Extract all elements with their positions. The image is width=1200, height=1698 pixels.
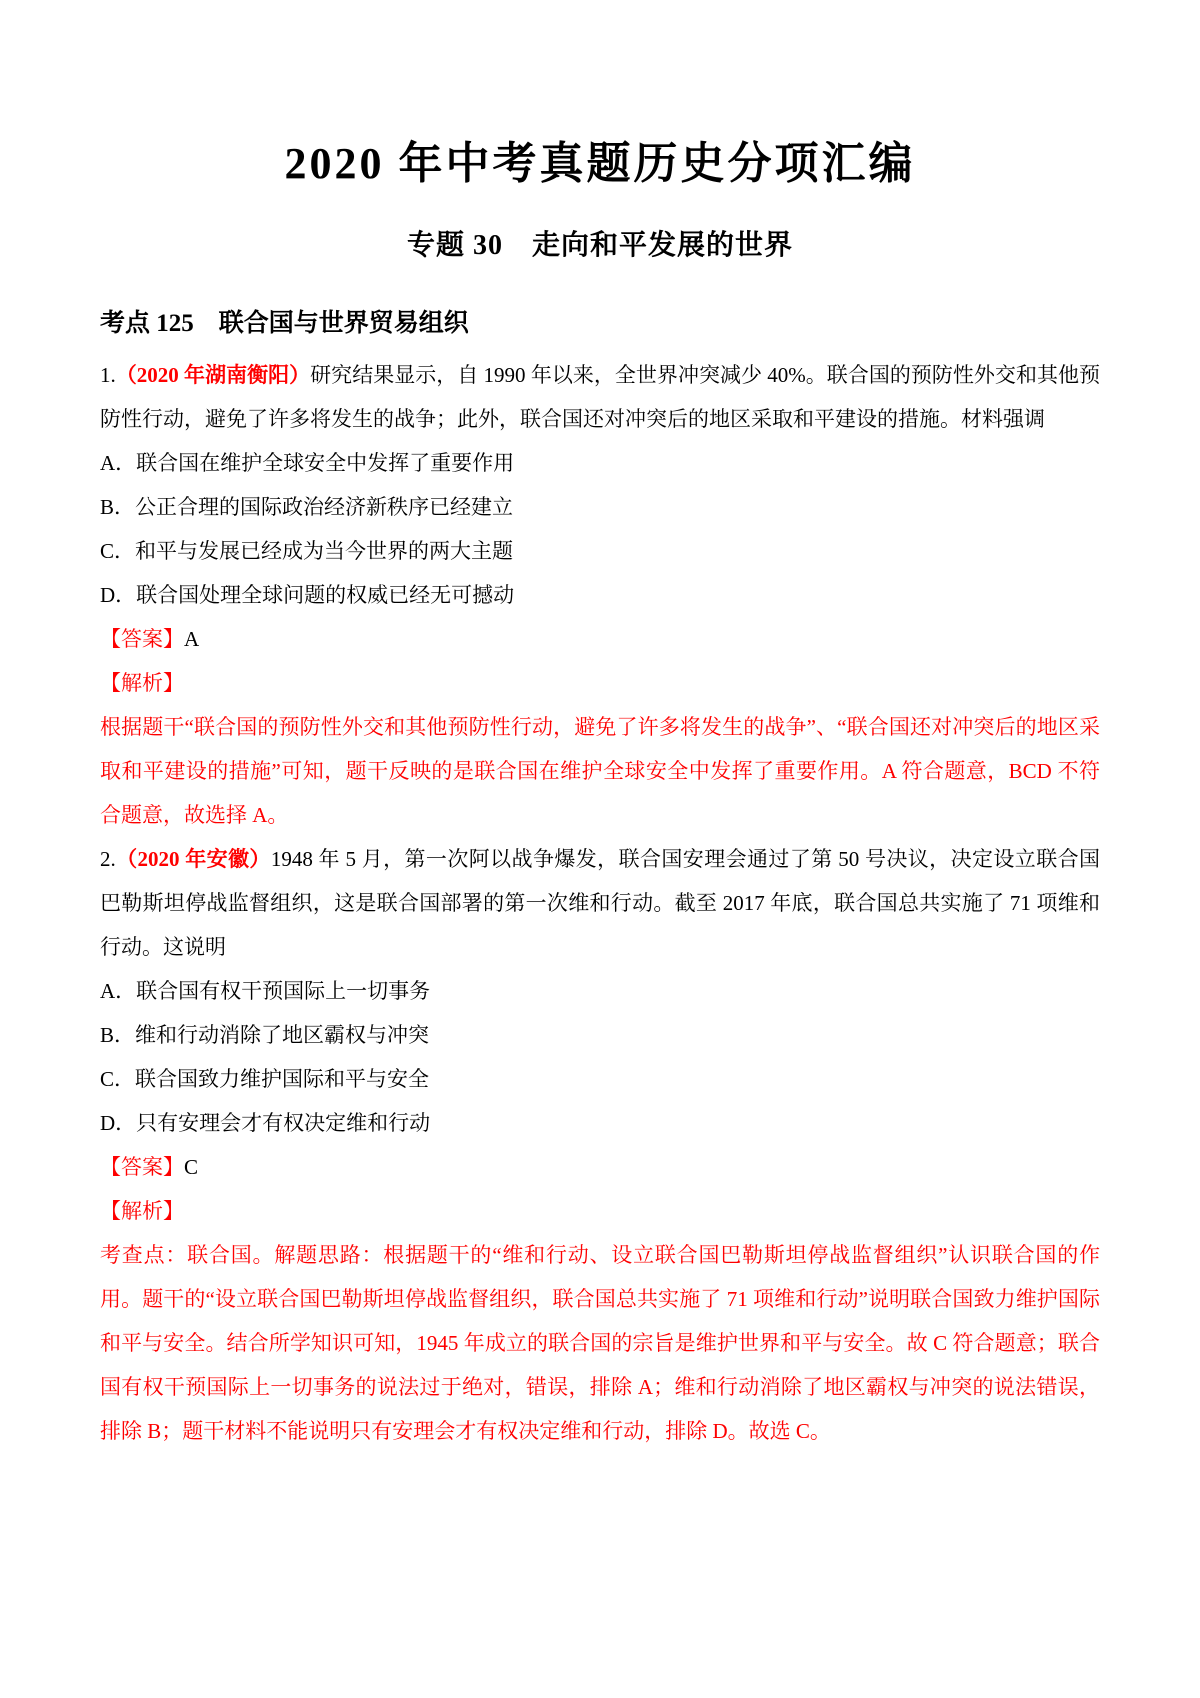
question-2-option-d: D．只有安理会才有权决定维和行动 (100, 1110, 431, 1135)
question-1 (100, 353, 1100, 837)
question-2-text: 1948 年 5 月，第一次阿以战争爆发，联合国安理会通过了第 50 号决议，决定设立联合国巴勒斯坦停战监督组织，这是联合国部署的第一次维和行动。截至 2017 年底，联合国总共实施了 71 项维和行动。这说明 (100, 846, 1101, 959)
document-title: 2020 年中考真题历史分项汇编 (284, 139, 916, 188)
document-body (100, 353, 1100, 1453)
section-heading: 考点 125 联合国与世界贸易组织 (100, 309, 469, 337)
question-1-answer-line (100, 617, 1100, 661)
question-2-answer-line (100, 1145, 1100, 1189)
question-2-option-a: A．联合国有权干预国际上一切事务 (100, 978, 431, 1003)
question-1-option-d: D．联合国处理全球问题的权威已经无可撼动 (100, 582, 515, 607)
question-1-option-a: A．联合国在维护全球安全中发挥了重要作用 (100, 450, 515, 475)
question-1-option-b: B．公正合理的国际政治经济新秩序已经建立 (100, 494, 514, 519)
question-1-analysis-label: 【解析】 (100, 670, 184, 695)
question-2-answer-label: 【答案】 (100, 1154, 184, 1179)
question-2-number: 2. (100, 846, 116, 871)
document-subtitle: 专题 30 走向和平发展的世界 (406, 229, 793, 261)
question-2 (100, 837, 1100, 1453)
question-1-option-c: C．和平与发展已经成为当今世界的两大主题 (100, 538, 514, 563)
question-2-source: （2020 年安徽） (115, 846, 271, 871)
question-1-text: 研究结果显示，自 1990 年以来，全世界冲突减少 40%。联合国的预防性外交和其他预防性行动，避免了许多将发生的战争；此外，联合国还对冲突后的地区采取和平建设的措施。材料强调 (100, 362, 1100, 431)
question-2-analysis-label: 【解析】 (100, 1198, 184, 1223)
question-1-stem (100, 353, 1100, 441)
question-1-answer-label: 【答案】 (100, 626, 184, 651)
question-2-analysis-text: 考查点：联合国。解题思路：根据题干的“维和行动、设立联合国巴勒斯坦停战监督组织”认识联合国的作用。题干的“设立联合国巴勒斯坦停战监督组织，联合国总共实施了 71 项维和行动”说明联合国致力维护国际和平与安全。结合所学知识可知，1945 年成立的联合国的宗旨是维护世界和平与安全。故 C 符合题意；联合国有权干预国际上一切事务的说法过于绝对，错误，排除 A；维和行动消除了地区霸权与冲突的说法错误，排除 B；题干材料不能说明只有安理会才有权决定维和行动，排除 D。故选 C。 (100, 1242, 1100, 1443)
question-1-analysis-text: 根据题干“联合国的预防性外交和其他预防性行动，避免了许多将发生的战争”、“联合国还对冲突后的地区采取和平建设的措施”可知，题干反映的是联合国在维护全球安全中发挥了重要作用。A 符合题意，BCD 不符合题意，故选择 A。 (100, 714, 1100, 827)
question-2-answer-value: C (184, 1154, 199, 1179)
question-2-option-b: B．维和行动消除了地区霸权与冲突 (100, 1022, 430, 1047)
question-1-answer-value: A (184, 626, 200, 651)
question-2-option-c: C．联合国致力维护国际和平与安全 (100, 1066, 430, 1091)
question-1-number: 1. (100, 362, 116, 387)
question-2-stem (100, 837, 1100, 969)
question-1-source: （2020 年湖南衡阳） (115, 362, 311, 387)
